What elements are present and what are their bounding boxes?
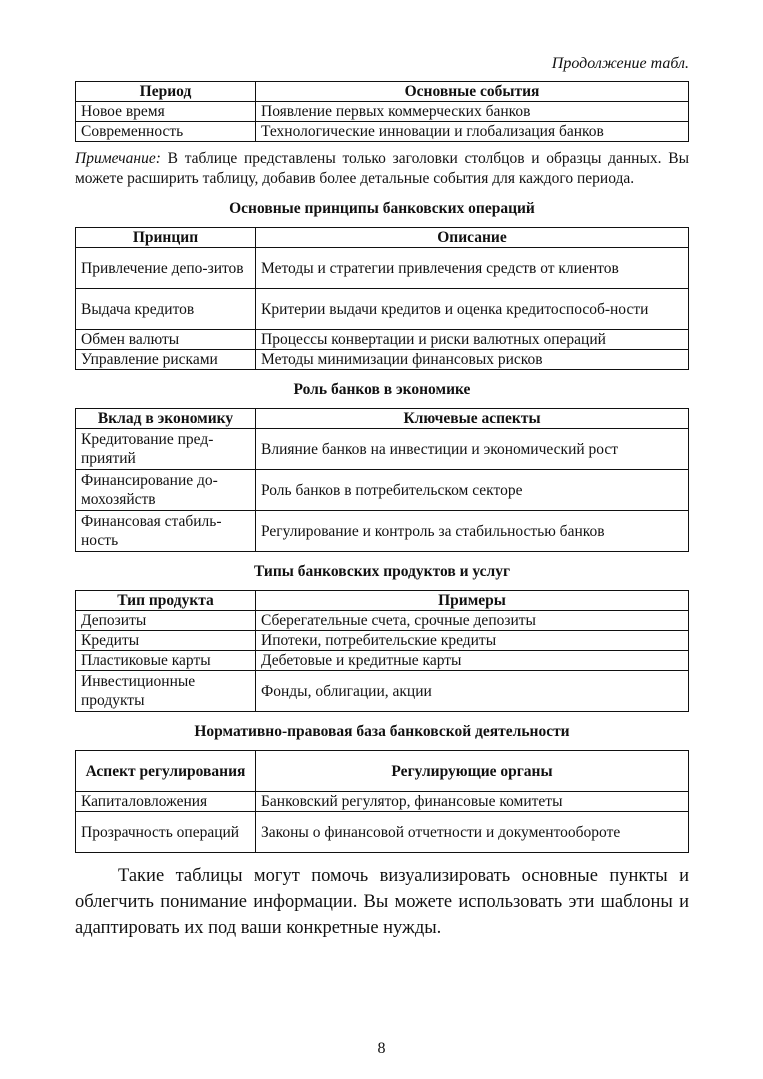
note-label: Примечание:: [75, 150, 161, 167]
table-row: [76, 102, 689, 122]
page-number: 8: [377, 1040, 386, 1057]
table-header-row: [76, 82, 689, 102]
table-cell: Управление рисками: [76, 350, 256, 370]
table-cell: Сберегательные счета, срочные депозиты: [256, 611, 689, 631]
table-header-row: [76, 409, 689, 429]
products-table: [75, 590, 689, 712]
document-page: [75, 54, 689, 941]
column-header: Ключевые аспекты: [256, 409, 689, 429]
column-header: Основные события: [256, 82, 689, 102]
table-cell: Дебетовые и кредитные карты: [256, 651, 689, 671]
column-header: Период: [76, 82, 256, 102]
table-row: [76, 671, 689, 712]
column-header: Регулирующие органы: [256, 751, 689, 792]
table-caption: Основные принципы банковских операций: [229, 200, 535, 217]
table-row: [76, 350, 689, 370]
table-cell: Методы и стратегии привлечения средств от клиентов: [256, 248, 689, 289]
periods-table: [75, 81, 689, 142]
regulation-table: [75, 750, 689, 853]
table-cell: Кредитование пред-приятий: [76, 429, 256, 470]
table-caption: Типы банковских продуктов и услуг: [253, 563, 511, 580]
table-row: [76, 289, 689, 330]
table-cell: Прозрачность операций: [76, 812, 256, 853]
table-cell: Выдача кредитов: [76, 289, 256, 330]
table-cell: Законы о финансовой отчетности и документообороте: [256, 812, 689, 853]
table-cell: Финансирование до-мохозяйств: [76, 470, 256, 511]
table-row: [76, 429, 689, 470]
table-cell: Пластиковые карты: [76, 651, 256, 671]
table-row: [76, 611, 689, 631]
table-cell: Кредиты: [76, 631, 256, 651]
table-row: [76, 631, 689, 651]
column-header: Примеры: [256, 591, 689, 611]
table-row: [76, 470, 689, 511]
table-row: [76, 248, 689, 289]
table-row: [76, 792, 689, 812]
table-row: [76, 812, 689, 853]
table-note: [75, 149, 689, 189]
table-cell: Капиталовложения: [76, 792, 256, 812]
table-cell: Привлечение депо-зитов: [76, 248, 256, 289]
column-header: Вклад в экономику: [76, 409, 256, 429]
table-caption: Роль банков в экономике: [293, 381, 471, 398]
table-caption: Нормативно-правовая база банковской деятельности: [194, 723, 570, 740]
table-cell: Инвестиционные продукты: [76, 671, 256, 712]
table-cell: Роль банков в потребительском секторе: [256, 470, 689, 511]
table-header-row: [76, 751, 689, 792]
table-cell: Финансовая стабиль-ность: [76, 511, 256, 552]
table-cell: Новое время: [76, 102, 256, 122]
table-cell: Фонды, облигации, акции: [256, 671, 689, 712]
table-cell: Критерии выдачи кредитов и оценка кредитоспособ-ности: [256, 289, 689, 330]
table-row: [76, 511, 689, 552]
column-header: Принцип: [76, 228, 256, 248]
table-row: [76, 330, 689, 350]
column-header: Описание: [256, 228, 689, 248]
table-cell: Технологические инновации и глобализация банков: [256, 122, 689, 142]
table-cell: Методы минимизации финансовых рисков: [256, 350, 689, 370]
table-cell: Процессы конвертации и риски валютных операций: [256, 330, 689, 350]
column-header: Тип продукта: [76, 591, 256, 611]
table-header-row: [76, 228, 689, 248]
column-header: Аспект регулирования: [76, 751, 256, 792]
note-text: В таблице представлены только заголовки столбцов и образцы данных. Вы можете расширить таблицу, добавив более детальные события для каждого периода.: [75, 150, 689, 187]
principles-table: [75, 227, 689, 370]
table-cell: Регулирование и контроль за стабильностью банков: [256, 511, 689, 552]
table-cell: Депозиты: [76, 611, 256, 631]
table-row: [76, 651, 689, 671]
economy-role-table: [75, 408, 689, 552]
table-continuation-label: Продолжение табл.: [551, 55, 689, 72]
table-cell: Влияние банков на инвестиции и экономический рост: [256, 429, 689, 470]
table-cell: Появление первых коммерческих банков: [256, 102, 689, 122]
closing-paragraph: Такие таблицы могут помочь визуализировать основные пункты и облегчить понимание информации. Вы можете использовать эти шаблоны и адаптировать их под ваши конкретные нужды.: [75, 866, 689, 938]
table-row: [76, 122, 689, 142]
table-cell: Обмен валюты: [76, 330, 256, 350]
table-cell: Ипотеки, потребительские кредиты: [256, 631, 689, 651]
table-cell: Современность: [76, 122, 256, 142]
table-cell: Банковский регулятор, финансовые комитеты: [256, 792, 689, 812]
table-header-row: [76, 591, 689, 611]
